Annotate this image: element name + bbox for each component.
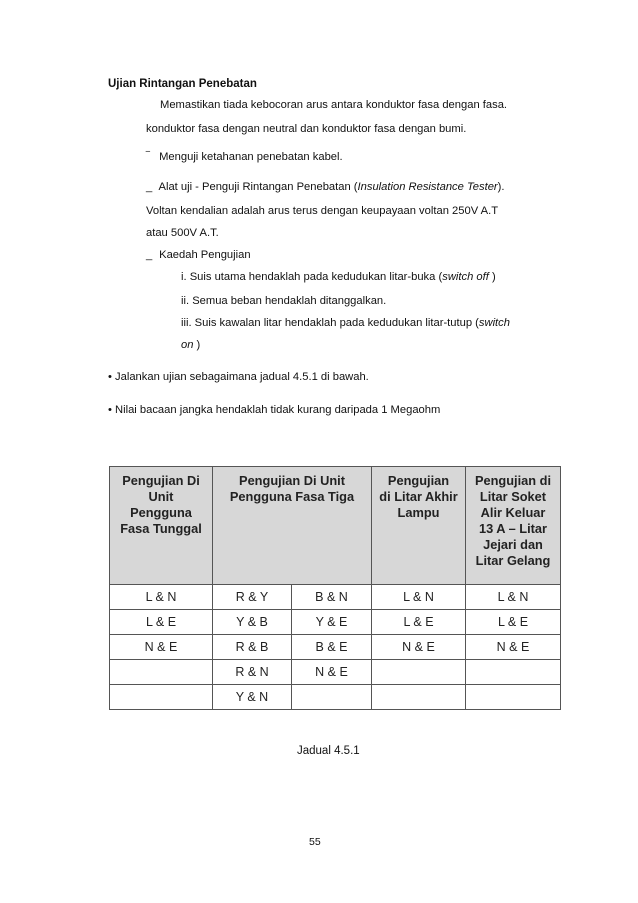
table-cell: B & N [292, 585, 372, 610]
paragraph-line: Memastikan tiada kebocoran arus antara konduktor fasa dengan fasa. [160, 99, 508, 111]
step-item: ii. Semua beban hendaklah ditanggalkan. [181, 295, 387, 307]
table-cell: B & E [292, 635, 372, 660]
dash-marker: ‾ [146, 151, 150, 163]
table-cell [372, 660, 466, 685]
table-cell: L & N [110, 585, 213, 610]
bullet-item: • Nilai bacaan jangka hendaklah tidak kurang daripada 1 Megaohm [108, 404, 441, 416]
table-cell: Y & E [292, 610, 372, 635]
bullet-item: • Jalankan ujian sebagaimana jadual 4.5.1 di bawah. [108, 371, 369, 383]
table-header-cell: Pengujian Di Unit Pengguna Fasa Tiga [213, 467, 372, 585]
step-item [181, 338, 200, 352]
table-cell: N & E [110, 635, 213, 660]
table-cell: L & E [110, 610, 213, 635]
step-italic: switch [478, 317, 510, 329]
table-header-cell: Pengujian di Litar Akhir Lampu [372, 467, 466, 585]
test-table [109, 466, 561, 710]
list-item-text: ). [497, 181, 505, 193]
table-cell: N & E [466, 635, 561, 660]
table-cell [110, 685, 213, 710]
table-cell: L & E [466, 610, 561, 635]
table-cell: R & B [213, 635, 292, 660]
table-cell [372, 685, 466, 710]
step-item [181, 316, 510, 330]
list-item-text: Kaedah Pengujian [159, 249, 251, 261]
step-text: i. Suis utama hendaklah pada kedudukan litar-buka ( [181, 271, 443, 283]
table-cell [466, 660, 561, 685]
paragraph-line: atau 500V A.T. [146, 227, 219, 239]
list-item [146, 248, 251, 262]
list-item [146, 150, 343, 164]
table-cell: R & N [213, 660, 292, 685]
list-item [146, 180, 505, 194]
table-row [110, 685, 561, 710]
table-cell: R & Y [213, 585, 292, 610]
table-cell: Y & B [213, 610, 292, 635]
list-item-italic: Insulation Resistance Tester [357, 181, 498, 193]
step-text: ) [193, 339, 201, 351]
table-cell: L & N [466, 585, 561, 610]
paragraph-line: Voltan kendalian adalah arus terus dengan keupayaan voltan 250V A.T [146, 205, 499, 217]
table-cell [110, 660, 213, 685]
table-row [110, 585, 561, 610]
table-cell [292, 685, 372, 710]
step-italic: switch off [442, 271, 489, 283]
table-cell: N & E [292, 660, 372, 685]
table-header-cell: Pengujian Di Unit Pengguna Fasa Tunggal [110, 467, 213, 585]
table-cell: Y & N [213, 685, 292, 710]
dash-marker: _ [146, 181, 153, 193]
paragraph-line: konduktor fasa dengan neutral dan konduktor fasa dengan bumi. [146, 123, 467, 135]
table-cell: N & E [372, 635, 466, 660]
table-row [110, 660, 561, 685]
table-header-cell: Pengujian di Litar Soket Alir Keluar 13 A – Litar Jejari dan Litar Gelang [466, 467, 561, 585]
list-item-text: Alat uji - Penguji Rintangan Penebatan ( [158, 181, 358, 193]
section-heading: Ujian Rintangan Penebatan [108, 78, 257, 90]
table-row [110, 610, 561, 635]
step-text: iii. Suis kawalan litar hendaklah pada kedudukan litar-tutup ( [181, 317, 479, 329]
table-caption: Jadual 4.5.1 [297, 745, 360, 757]
page-number: 55 [309, 836, 321, 848]
step-italic: on [181, 339, 194, 351]
table-cell [466, 685, 561, 710]
dash-marker: _ [146, 249, 153, 261]
table-cell: L & E [372, 610, 466, 635]
step-item [181, 270, 496, 284]
table-cell: L & N [372, 585, 466, 610]
step-text: ) [488, 271, 496, 283]
list-item-text: Menguji ketahanan penebatan kabel. [159, 151, 343, 163]
table-row [110, 635, 561, 660]
table-header-row [110, 467, 561, 585]
